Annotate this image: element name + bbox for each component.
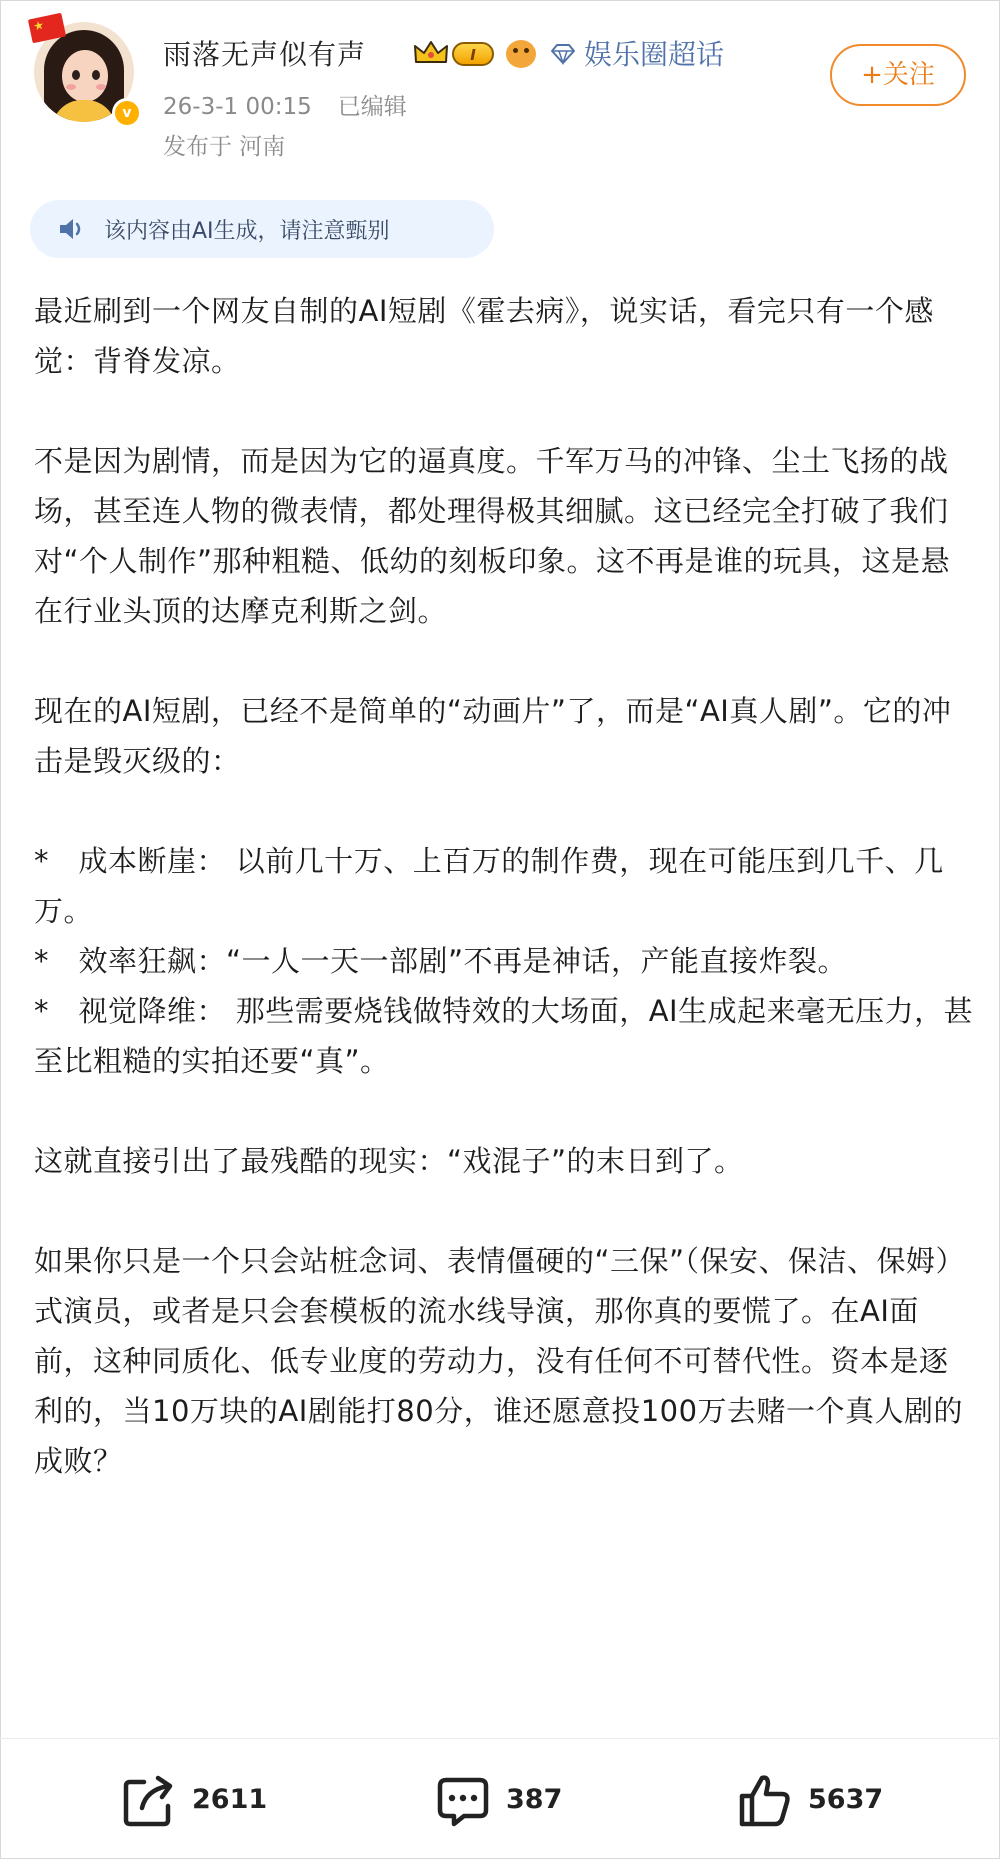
paragraph: 最近刷到一个网友自制的AI短剧《霍去病》，说实话，看完只有一个感觉：背脊发凉。 [34, 294, 934, 378]
follow-button[interactable]: +关注 [830, 44, 966, 106]
location: 发布于 河南 [163, 134, 286, 160]
paragraph: 不是因为剧情，而是因为它的逼真度。千军万马的冲锋、尘土飞扬的战场，甚至连人物的微表情，都处理得极其细腻。这已经完全打破了我们对“个人制作”那种粗糙、低幼的刻板印象。这不再是谁的玩具，这是悬在行业头顶的达摩克利斯之剑。 [34, 444, 951, 628]
share-count: 2611 [192, 1784, 268, 1815]
timestamp: 26-3-1 00:15 [163, 94, 312, 120]
supertopic-link[interactable]: 娱乐圈超话 [584, 38, 725, 71]
comment-count: 387 [506, 1784, 563, 1815]
crown-icon [413, 40, 449, 66]
post-meta [163, 88, 407, 121]
like-count: 5637 [808, 1784, 884, 1815]
bullet-item: * 视觉降维： 那些需要烧钱做特效的大场面，AI生成起来毫无压力，甚至比粗糙的实拍还要“真”。 [34, 994, 974, 1078]
comment-icon [434, 1772, 492, 1830]
ai-notice-text: 该内容由AI生成，请注意甄别 [104, 219, 390, 244]
speaker-icon [58, 217, 84, 241]
thumbs-up-icon [736, 1772, 794, 1830]
verified-badge-icon: v [112, 98, 142, 128]
bullet-item: * 效率狂飙：“一人一天一部剧”不再是神话，产能直接炸裂。 [34, 944, 848, 978]
ai-notice-banner [30, 200, 494, 258]
share-icon [120, 1772, 178, 1830]
fan-pet-icon [506, 40, 536, 68]
diamond-icon [550, 43, 576, 65]
level-badge: I [452, 42, 494, 66]
edited-label: 已编辑 [337, 94, 407, 120]
bullet-item: * 成本断崖： 以前几十万、上百万的制作费，现在可能压到几千、几万。 [34, 844, 944, 928]
avatar[interactable] [30, 16, 140, 126]
post-content [34, 286, 974, 1536]
flag-icon: ★ [28, 13, 66, 44]
paragraph: 如果你只是一个只会站桩念词、表情僵硬的“三保”（保安、保洁、保姆）式演员，或者是只会套模板的流水线导演，那你真的要慌了。在AI面前，这种同质化、低专业度的劳动力，没有任何不可替代性。资本是逐利的，当10万块的AI剧能打80分，谁还愿意投100万去赌一个真人剧的成败？ [34, 1244, 966, 1478]
divider [0, 1738, 1000, 1739]
paragraph: 现在的AI短剧，已经不是简单的“动画片”了，而是“AI真人剧”。它的冲击是毁灭级的： [34, 694, 952, 778]
paragraph: 这就直接引出了最残酷的现实：“戏混子”的末日到了。 [34, 1144, 744, 1178]
username[interactable]: 雨落无声似有声 [163, 38, 367, 71]
